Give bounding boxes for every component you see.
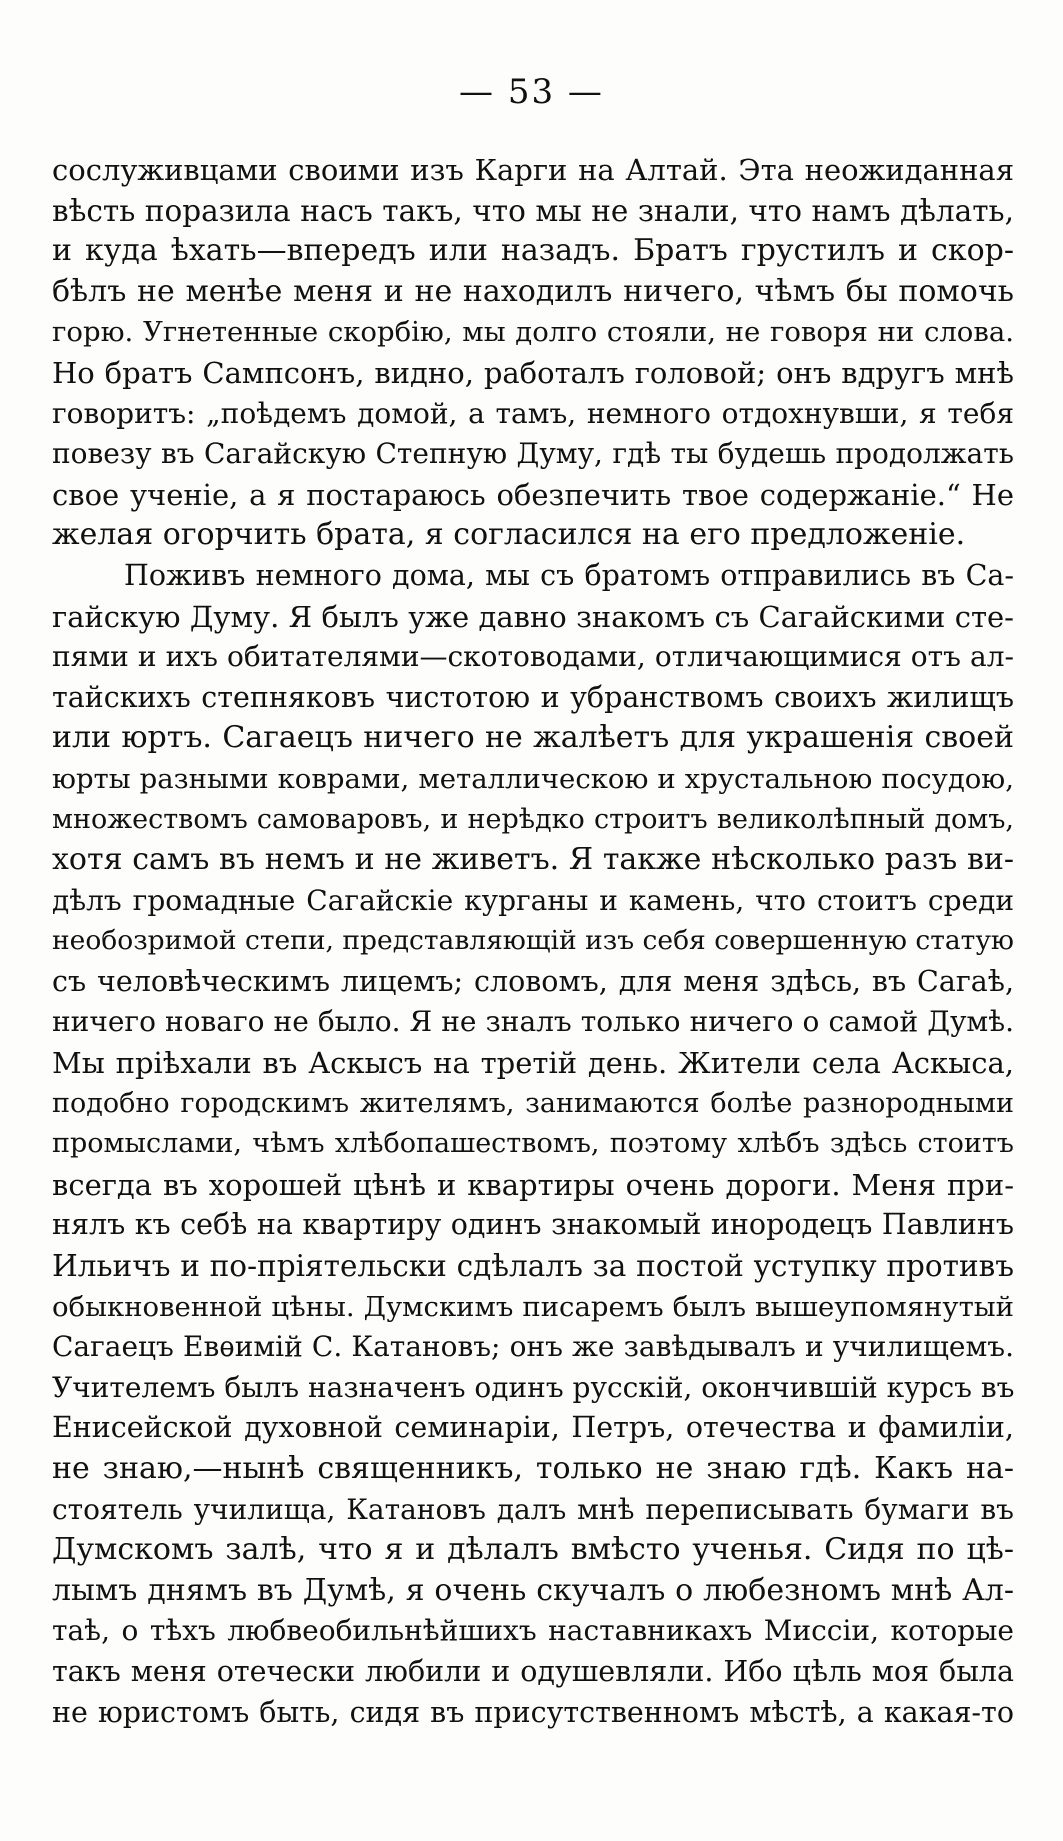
text-line: пями и ихъ обитателями—скотоводами, отличающимися отъ ал- — [52, 640, 1014, 674]
text-line: хотя самъ въ немъ и не живетъ. Я также нѣсколько разъ ви- — [52, 842, 1014, 878]
text-line: дѣлъ громадные Сагайскіе курганы и камень, что стоитъ среди — [52, 883, 1014, 917]
text-line: и куда ѣхать—впередъ или назадъ. Братъ грустилъ и скор- — [52, 233, 1014, 269]
text-line: не юристомъ быть, сидя въ присутственномъ мѣстѣ, а какая-то — [52, 1695, 1014, 1729]
text-line: ничего новаго не было. Я не зналъ только ничего о самой Думѣ. — [52, 1005, 1014, 1039]
text-line: лымъ днямъ въ Думѣ, я очень скучалъ о любезномъ мнѣ Ал- — [52, 1572, 1014, 1608]
text-line: или юртъ. Сагаецъ ничего не жалѣетъ для украшенія своей — [52, 720, 1014, 756]
text-line: Сагаецъ Евѳимій С. Катановъ; онъ же завѣдывалъ и училищемъ. — [52, 1330, 1014, 1364]
text-line: всегда въ хорошей цѣнѣ и квартиры очень дороги. Меня при- — [52, 1167, 1014, 1202]
body-text — [52, 150, 1014, 1733]
text-line: Учителемъ былъ назначенъ одинъ русскій, окончившій курсъ въ — [52, 1370, 1014, 1404]
text-line: тайскихъ степняковъ чистотою и убранствомъ своихъ жилищъ — [52, 680, 1014, 714]
text-line: такъ меня отечески любили и одушевляли. Ибо цѣль моя была — [52, 1654, 1014, 1688]
paragraph-start-line: Поживъ немного дома, мы съ братомъ отправились въ Са- — [124, 558, 1014, 592]
text-line: бѣлъ не менѣе меня и не находилъ ничего, чѣмъ бы помочь — [52, 273, 1014, 309]
text-line: необозримой степи, представляющій изъ себя совершенную статую — [52, 925, 1014, 957]
text-line: юрты разными коврами, металлическою и хрустальною посудою, — [52, 762, 1014, 795]
text-line: не знаю,—нынѣ священникъ, только не знаю гдѣ. Какъ на- — [52, 1451, 1014, 1486]
text-line: говоритъ: „поѣдемъ домой, а тамъ, немного отдохнувши, я тебя — [52, 396, 1014, 430]
text-line: подобно городскимъ жителямъ, занимаются болѣе разнородными — [52, 1087, 1014, 1119]
text-line: множествомъ самоваровъ, и нерѣдко строитъ великолѣпный домъ, — [52, 803, 1014, 835]
text-line: вѣсть поразила насъ такъ, что мы не знали, что намъ дѣлать, — [52, 193, 1014, 228]
text-line: таѣ, о тѣхъ любвеобильнѣйшихъ наставникахъ Миссіи, которые — [52, 1614, 1014, 1648]
text-line: свое ученіе, а я постараюсь обезпечить твое содержаніе.“ Не — [52, 477, 1014, 512]
text-line: Мы пріѣхали въ Аскысъ на третій день. Жители села Аскыса, — [52, 1046, 1014, 1081]
text-line: Но братъ Сампсонъ, видно, работалъ головой; онъ вдругъ мнѣ — [52, 355, 1014, 390]
text-line: повезу въ Сагайскую Степную Думу, гдѣ ты будешь продолжать — [52, 437, 1014, 471]
text-line: Енисейской духовной семинаріи, Петръ, отечества и фамиліи, — [52, 1411, 1014, 1445]
paragraph-end-line: желая огорчить брата, я согласился на его предложеніе. — [52, 517, 966, 553]
text-line: нялъ къ себѣ на квартиру одинъ знакомый инородецъ Павлинъ — [52, 1208, 1014, 1242]
text-line: Думскомъ залѣ, что я и дѣлалъ вмѣсто ученья. Сидя по цѣ- — [52, 1532, 1014, 1568]
text-line: промыслами, чѣмъ хлѣбопашествомъ, поэтому хлѣбъ здѣсь стоитъ — [52, 1128, 1014, 1160]
text-line: обыкновенной цѣны. Думскимъ писаремъ былъ вышеупомянутый — [52, 1290, 1014, 1323]
text-line: горю. Угнетенные скорбію, мы долго стояли, не говоря ни слова. — [52, 316, 1014, 349]
text-line: гайскую Думу. Я былъ уже давно знакомъ съ Сагайскими сте- — [52, 599, 1014, 634]
text-line: съ человѣческимъ лицемъ; словомъ, для меня здѣсь, въ Сагаѣ, — [52, 964, 1014, 998]
text-line: Ильичъ и по-пріятельски сдѣлалъ за постой уступку противъ — [52, 1249, 1014, 1284]
text-line: стоятель училища, Катановъ далъ мнѣ переписывать бумаги въ — [52, 1492, 1014, 1526]
text-line: сослуживцами своими изъ Карги на Алтай. Эта неожиданная — [52, 153, 1014, 187]
page-number: — 53 — — [459, 72, 604, 112]
